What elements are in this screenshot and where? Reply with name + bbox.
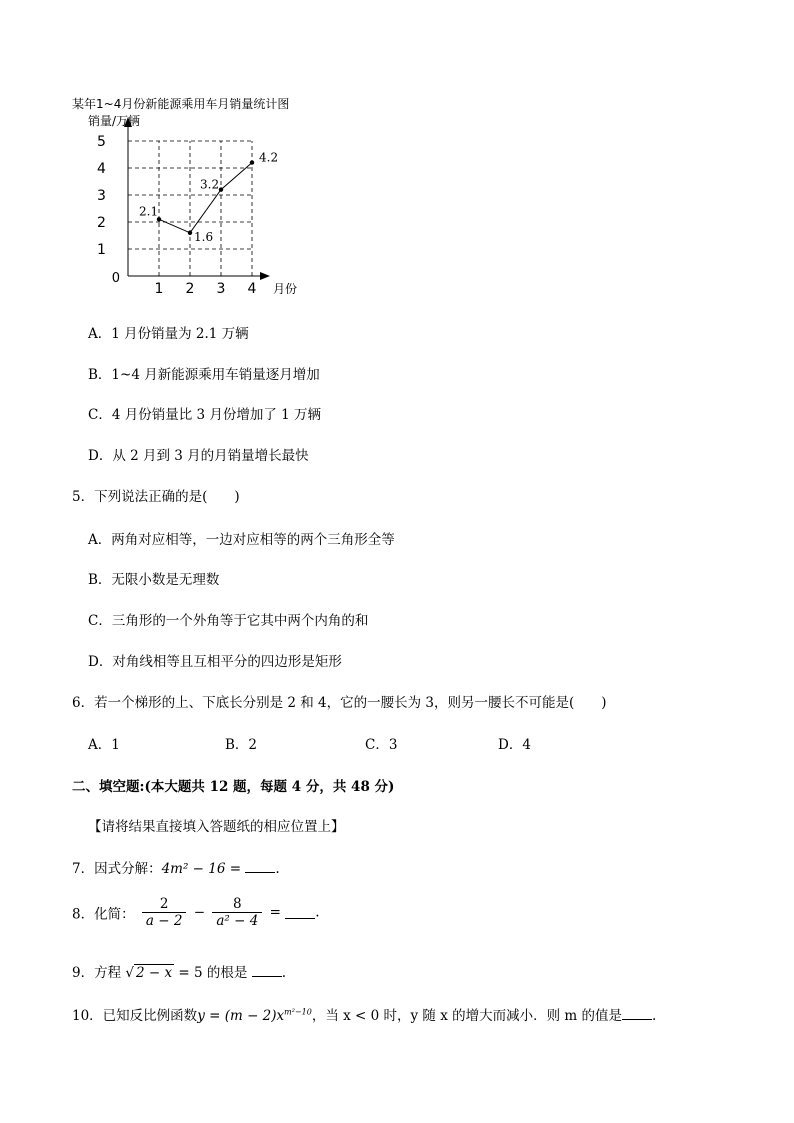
sqrt-icon: √ — [125, 965, 134, 981]
q9 — [72, 961, 286, 981]
q10-rest: y 随 x 的增大而减小．则 m 的值是 — [410, 1008, 623, 1024]
q8-answer-blank[interactable] — [285, 906, 315, 919]
q5-option-d: D．对角线相等且互相平分的四边形是矩形 — [88, 654, 342, 670]
x-axis-arrow — [260, 272, 270, 280]
q4-option-a: A．1 月份销量为 2.1 万辆 — [88, 326, 249, 342]
data-label: 4.2 — [259, 150, 279, 165]
q8-period: . — [315, 904, 320, 921]
q9-prefix: 9．方程 — [72, 965, 122, 981]
y-tick-label: 1 — [97, 242, 106, 258]
q10-prefix: 10．已知反比例函数 — [72, 1008, 198, 1024]
q6-option-b: B．2 — [225, 737, 258, 753]
q9-radicand: 2 − x — [136, 965, 173, 981]
q8-minus: − — [193, 904, 206, 921]
line-chart — [80, 108, 320, 304]
section-note: 【请将结果直接填入答题纸的相应位置上】 — [88, 819, 345, 835]
q4-option-b: B．1~4 月新能源乘用车销量逐月增加 — [88, 367, 320, 383]
q10-exponent: m²−10 — [284, 1007, 312, 1017]
q7-answer-blank[interactable] — [245, 860, 275, 873]
q5-stem: 5．下列说法正确的是( ) — [72, 489, 240, 505]
q6-stem: 6．若一个梯形的上、下底长分别是 2 和 4，它的一腰长为 3，则另一腰长不可能是( ) — [72, 695, 607, 711]
x-tick-label: 4 — [247, 281, 257, 297]
q8-fraction-1 — [142, 896, 187, 929]
y-tick-label: 5 — [97, 134, 106, 150]
x-tick-label: 1 — [154, 281, 164, 297]
q4-option-d: D．从 2 月到 3 月的月销量增长最快 — [88, 448, 309, 464]
section-heading: 二、填空题:(本大题共 12 题，每题 4 分，共 48 分) — [72, 779, 395, 795]
y-tick-label: 2 — [97, 215, 106, 231]
chart-title: 某年1~4月份新能源乘用车月销量统计图 — [72, 97, 290, 111]
data-point — [250, 160, 254, 164]
data-label: 2.1 — [139, 204, 159, 219]
q8-equals: = — [269, 904, 281, 921]
q10-period: . — [652, 1008, 657, 1024]
q6-option-c: C．3 — [365, 737, 398, 753]
q8-prefix: 8．化简： — [72, 906, 135, 923]
q7 — [72, 857, 280, 877]
q8-numerator-1: 2 — [142, 896, 187, 913]
q10-condition: ，当 x < 0 时， — [311, 1008, 411, 1024]
q9-equals: = 5 — [178, 965, 203, 981]
q10 — [72, 1004, 656, 1024]
x-axis-label: 月份 — [273, 282, 298, 296]
q5-option-c: C．三角形的一个外角等于它其中两个内角的和 — [88, 613, 369, 629]
q8-denominator-2: a² − 4 — [216, 913, 259, 929]
q9-answer-blank[interactable] — [252, 964, 282, 977]
q4-option-c: C．4 月份销量比 3 月份增加了 1 万辆 — [88, 407, 322, 423]
q5-option-a: A．两角对应相等，一边对应相等的两个三角形全等 — [88, 532, 395, 548]
q9-suffix: 的根是 — [206, 965, 248, 981]
q10-answer-blank[interactable] — [622, 1007, 652, 1020]
x-tick-label: 2 — [185, 281, 195, 297]
data-point — [188, 231, 192, 235]
q8-fraction-2 — [212, 896, 262, 929]
q8 — [72, 896, 320, 929]
data-point — [219, 187, 223, 191]
y-tick-label: 4 — [97, 161, 106, 177]
x-tick-label: 3 — [216, 281, 226, 297]
q10-function: y = (m − 2)x — [197, 1008, 285, 1024]
data-label: 1.6 — [194, 229, 214, 244]
q8-numerator-2: 8 — [212, 896, 262, 913]
q9-period: . — [281, 965, 286, 981]
data-label: 3.2 — [200, 177, 220, 192]
q6-option-a: A．1 — [88, 737, 120, 753]
q5-option-b: B．无限小数是无理数 — [88, 572, 220, 588]
q6-option-d: D．4 — [498, 737, 531, 753]
q7-prefix: 7．因式分解： — [72, 861, 162, 877]
y-tick-label: 0 — [111, 271, 120, 286]
y-axis-label: 销量/万辆 — [87, 114, 141, 128]
q7-period: . — [275, 861, 280, 877]
q8-denominator-1: a − 2 — [145, 913, 183, 929]
q7-expression: 4m² − 16 = — [161, 861, 242, 877]
y-tick-label: 3 — [97, 188, 106, 204]
